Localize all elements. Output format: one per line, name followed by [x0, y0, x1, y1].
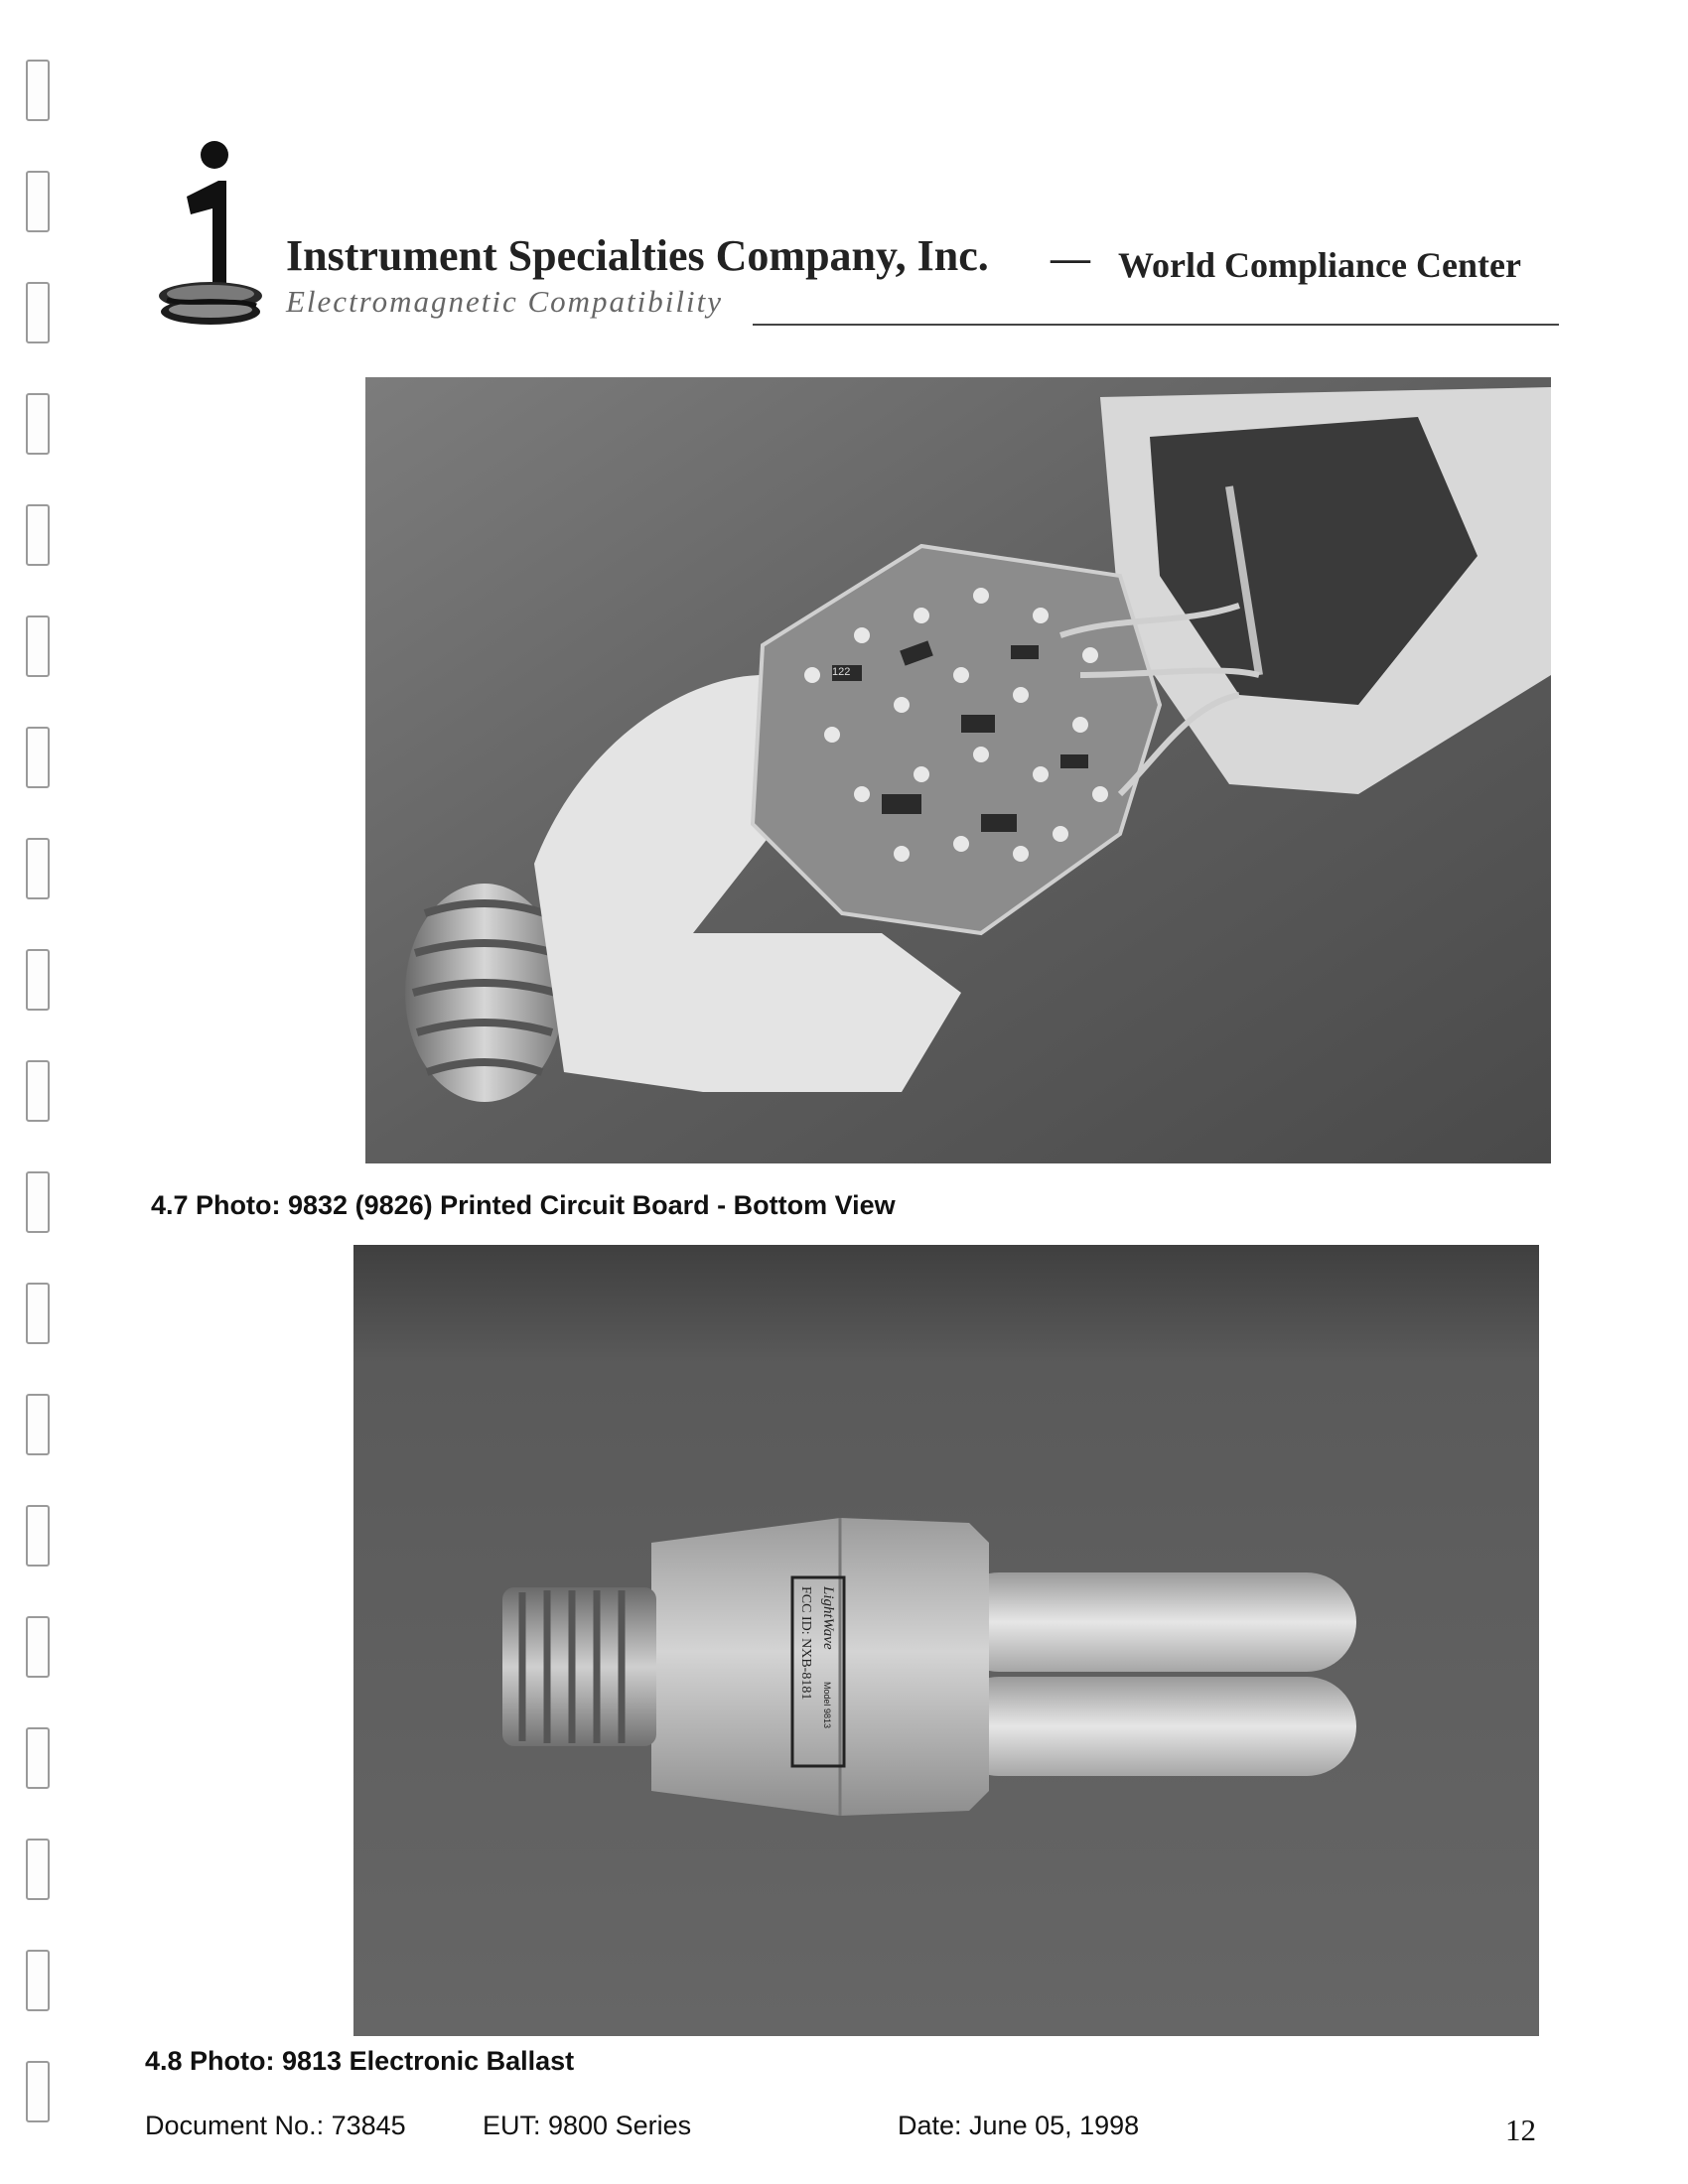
ballast-label-model: Model 9813 [822, 1682, 832, 1729]
binder-hole [26, 2061, 50, 2122]
header-rule [753, 324, 1559, 326]
ballast-label-fcc: FCC ID: NXB-8181 [798, 1586, 813, 1701]
header-separator: — [1051, 235, 1090, 280]
binder-hole [26, 504, 50, 566]
photo-caption: 4.8 Photo: 9813 Electronic Ballast [145, 2046, 575, 2076]
compliance-center-name: World Compliance Center [1118, 245, 1521, 285]
company-tagline: Electromagnetic Compatibility [286, 284, 723, 319]
binder-hole [26, 1950, 50, 2011]
pcb-bottom-view-photo [365, 377, 1551, 1163]
binder-hole [26, 171, 50, 232]
binder-hole [26, 1727, 50, 1789]
binder-hole [26, 1283, 50, 1344]
binder-hole [26, 838, 50, 899]
company-logo [157, 135, 266, 334]
binder-hole [26, 1616, 50, 1678]
pcb-silkscreen-label: 122 [832, 666, 851, 678]
ballast-label-brand: LightWave [820, 1586, 836, 1650]
binder-hole [26, 393, 50, 455]
binder-hole [26, 1394, 50, 1455]
binder-hole [26, 615, 50, 677]
binder-hole [26, 282, 50, 343]
eut-series: EUT: 9800 Series [483, 2111, 692, 2140]
binder-hole [26, 727, 50, 788]
binder-hole [26, 1060, 50, 1122]
binder-hole [26, 1839, 50, 1900]
binder-hole [26, 60, 50, 121]
page-number: 12 [1505, 2113, 1536, 2147]
company-name: Instrument Specialties Company, Inc. [286, 231, 989, 280]
document-number: Document No.: 73845 [145, 2111, 406, 2140]
binder-hole [26, 1505, 50, 1567]
binder-hole [26, 1171, 50, 1233]
photo-caption: 4.7 Photo: 9832 (9826) Printed Circuit Board - Bottom View [151, 1190, 896, 1220]
electronic-ballast-photo [353, 1245, 1539, 2036]
document-date: Date: June 05, 1998 [898, 2111, 1140, 2140]
binder-hole [26, 949, 50, 1011]
